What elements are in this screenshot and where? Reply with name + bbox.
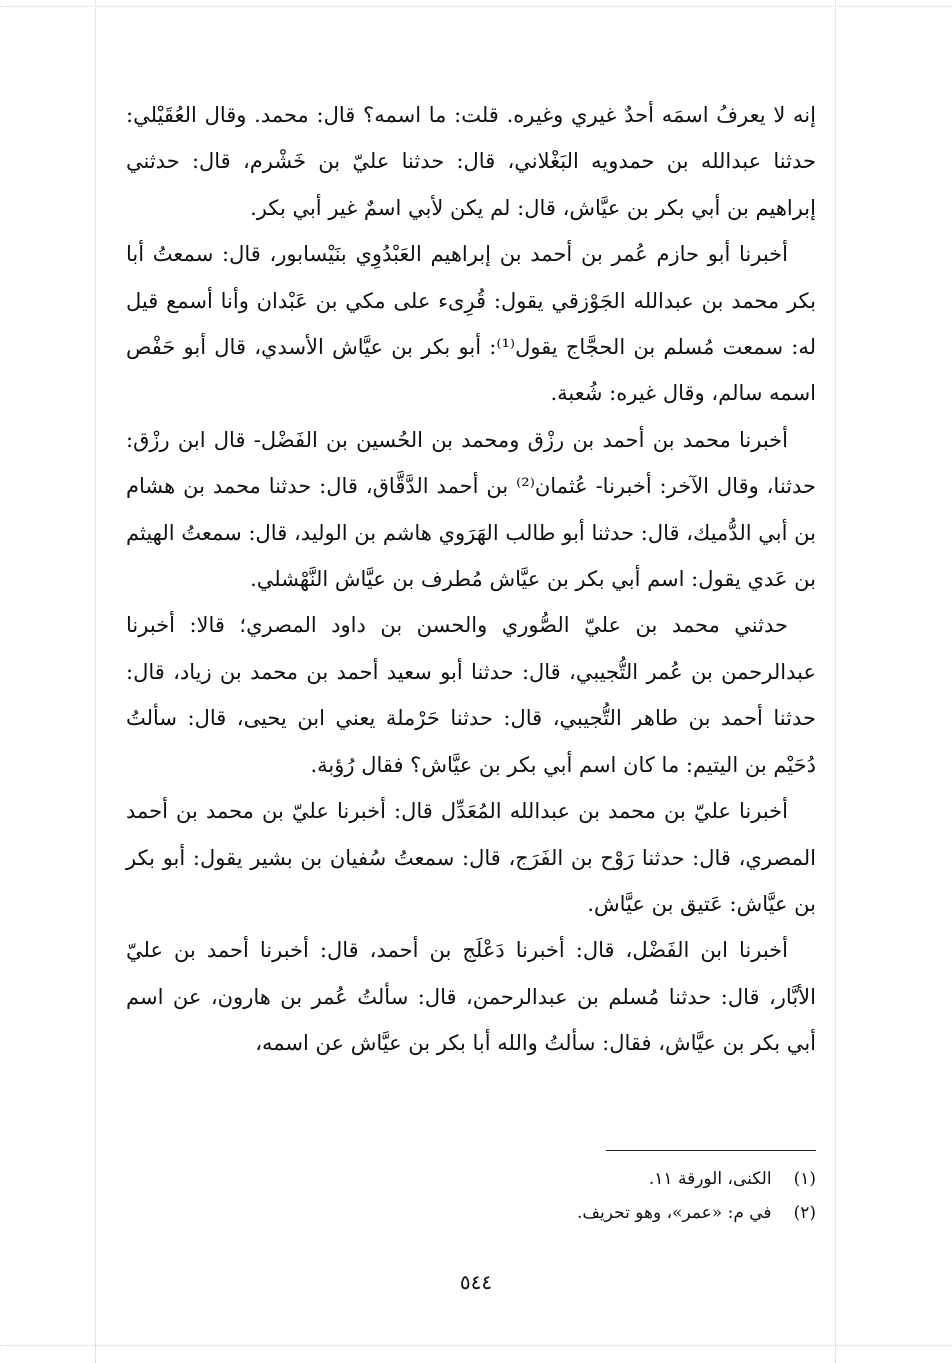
footnote — [136, 1196, 816, 1230]
scan-guide-line — [0, 1345, 952, 1346]
paragraph: أخبرنا ابن الفَضْل، قال: أخبرنا دَعْلَج بن أحمد، قال: أخبرنا أحمد بن عليّ الأبَّار، قال: حدثنا مُسلم بن عبدالرحمن، قال: سألتُ عُمر بن هارون، عن اسم أبي بكر بن عيَّاش، فقال: سألتُ والله أبا بكر بن عيَّاش عن اسمه، — [126, 938, 816, 1056]
footnote — [136, 1162, 816, 1196]
main-text — [126, 92, 816, 1067]
scan-guide-line — [0, 6, 952, 7]
scan-guide-line — [95, 0, 96, 1363]
page-number: ٥٤٤ — [459, 1270, 493, 1294]
paragraph: أخبرنا عليّ بن محمد بن عبدالله المُعَدِّل قال: أخبرنا عليّ بن محمد بن أحمد المصري، قال: حدثنا رَوْح بن الفَرَج، قال: سمعتُ سُفيان بن بشير يقول: أبو بكر بن عيَّاش: عَتيق بن عيَّاش. — [126, 799, 816, 916]
footnote-text: في م: «عمر»، وهو تحريف. — [576, 1203, 772, 1223]
paragraph: أخبرنا محمد بن أحمد بن رزْق ومحمد بن الحُسين بن الفَضْل- قال ابن رزْق: حدثنا، وقال الآخر: أخبرنا- عُثمان⁽²⁾ بن أحمد الدَّقَّاق، قال: حدثنا محمد بن هشام بن أبي الدُّميك، قال: حدثنا أبو طالب الهَرَوي هاشم بن الوليد، قال: سمعتُ الهيثم بن عَدي يقول: اسم أبي بكر بن عيَّاش مُطرف بن عيَّاش النَّهْشلي. — [126, 427, 817, 592]
paragraph: حدثني محمد بن عليّ الصُّوري والحسن بن داود المصري؛ قالا: أخبرنا عبدالرحمن بن عُمر التُّجيبي، قال: حدثنا أبو سعيد أحمد بن محمد بن زياد، قال: حدثنا أحمد بن طاهر التُّجيبي، قال: حدثنا حَرْملة يعني ابن يحيى، قال: سألتُ دُحَيْم بن اليتيم: ما كان اسم أبي بكر بن عيَّاش؟ فقال رُؤبة. — [126, 613, 816, 777]
footnote-marker: (٢) — [793, 1203, 816, 1223]
paragraph: أخبرنا أبو حازم عُمر بن أحمد بن إبراهيم العَبْدُوِي بنَيْسابور، قال: سمعتُ أبا بكر محمد بن عبدالله الجَوْزقي يقول: قُرِىء على مكي بن عَبْدان وأنا أسمع قيل له: سمعت مُسلم بن الحجَّاج يقول⁽¹⁾: أبو بكر بن عيَّاش الأسدي، قال أبو حَفْص اسمه سالم، وقال غيره: شُعبة. — [126, 242, 816, 406]
scan-guide-line — [835, 0, 836, 1363]
footnote-text: الكنى، الورقة ١١. — [648, 1169, 772, 1189]
paragraph: إنه لا يعرفُ اسمَه أحدٌ غيري وغيره. قلت: ما اسمه؟ قال: محمد. وقال العُقَيْلي: حدثنا عبدالله بن حمدويه البَغْلاني، قال: حدثنا عليّ بن خَشْرم، قال: حدثني إبراهيم بن أبي بكر بن عيَّاش، قال: لم يكن لأبي اسمٌ غير أبي بكر. — [126, 103, 816, 220]
footnote-separator — [606, 1150, 816, 1151]
footnotes — [136, 1162, 816, 1230]
footnote-marker: (١) — [793, 1169, 816, 1189]
